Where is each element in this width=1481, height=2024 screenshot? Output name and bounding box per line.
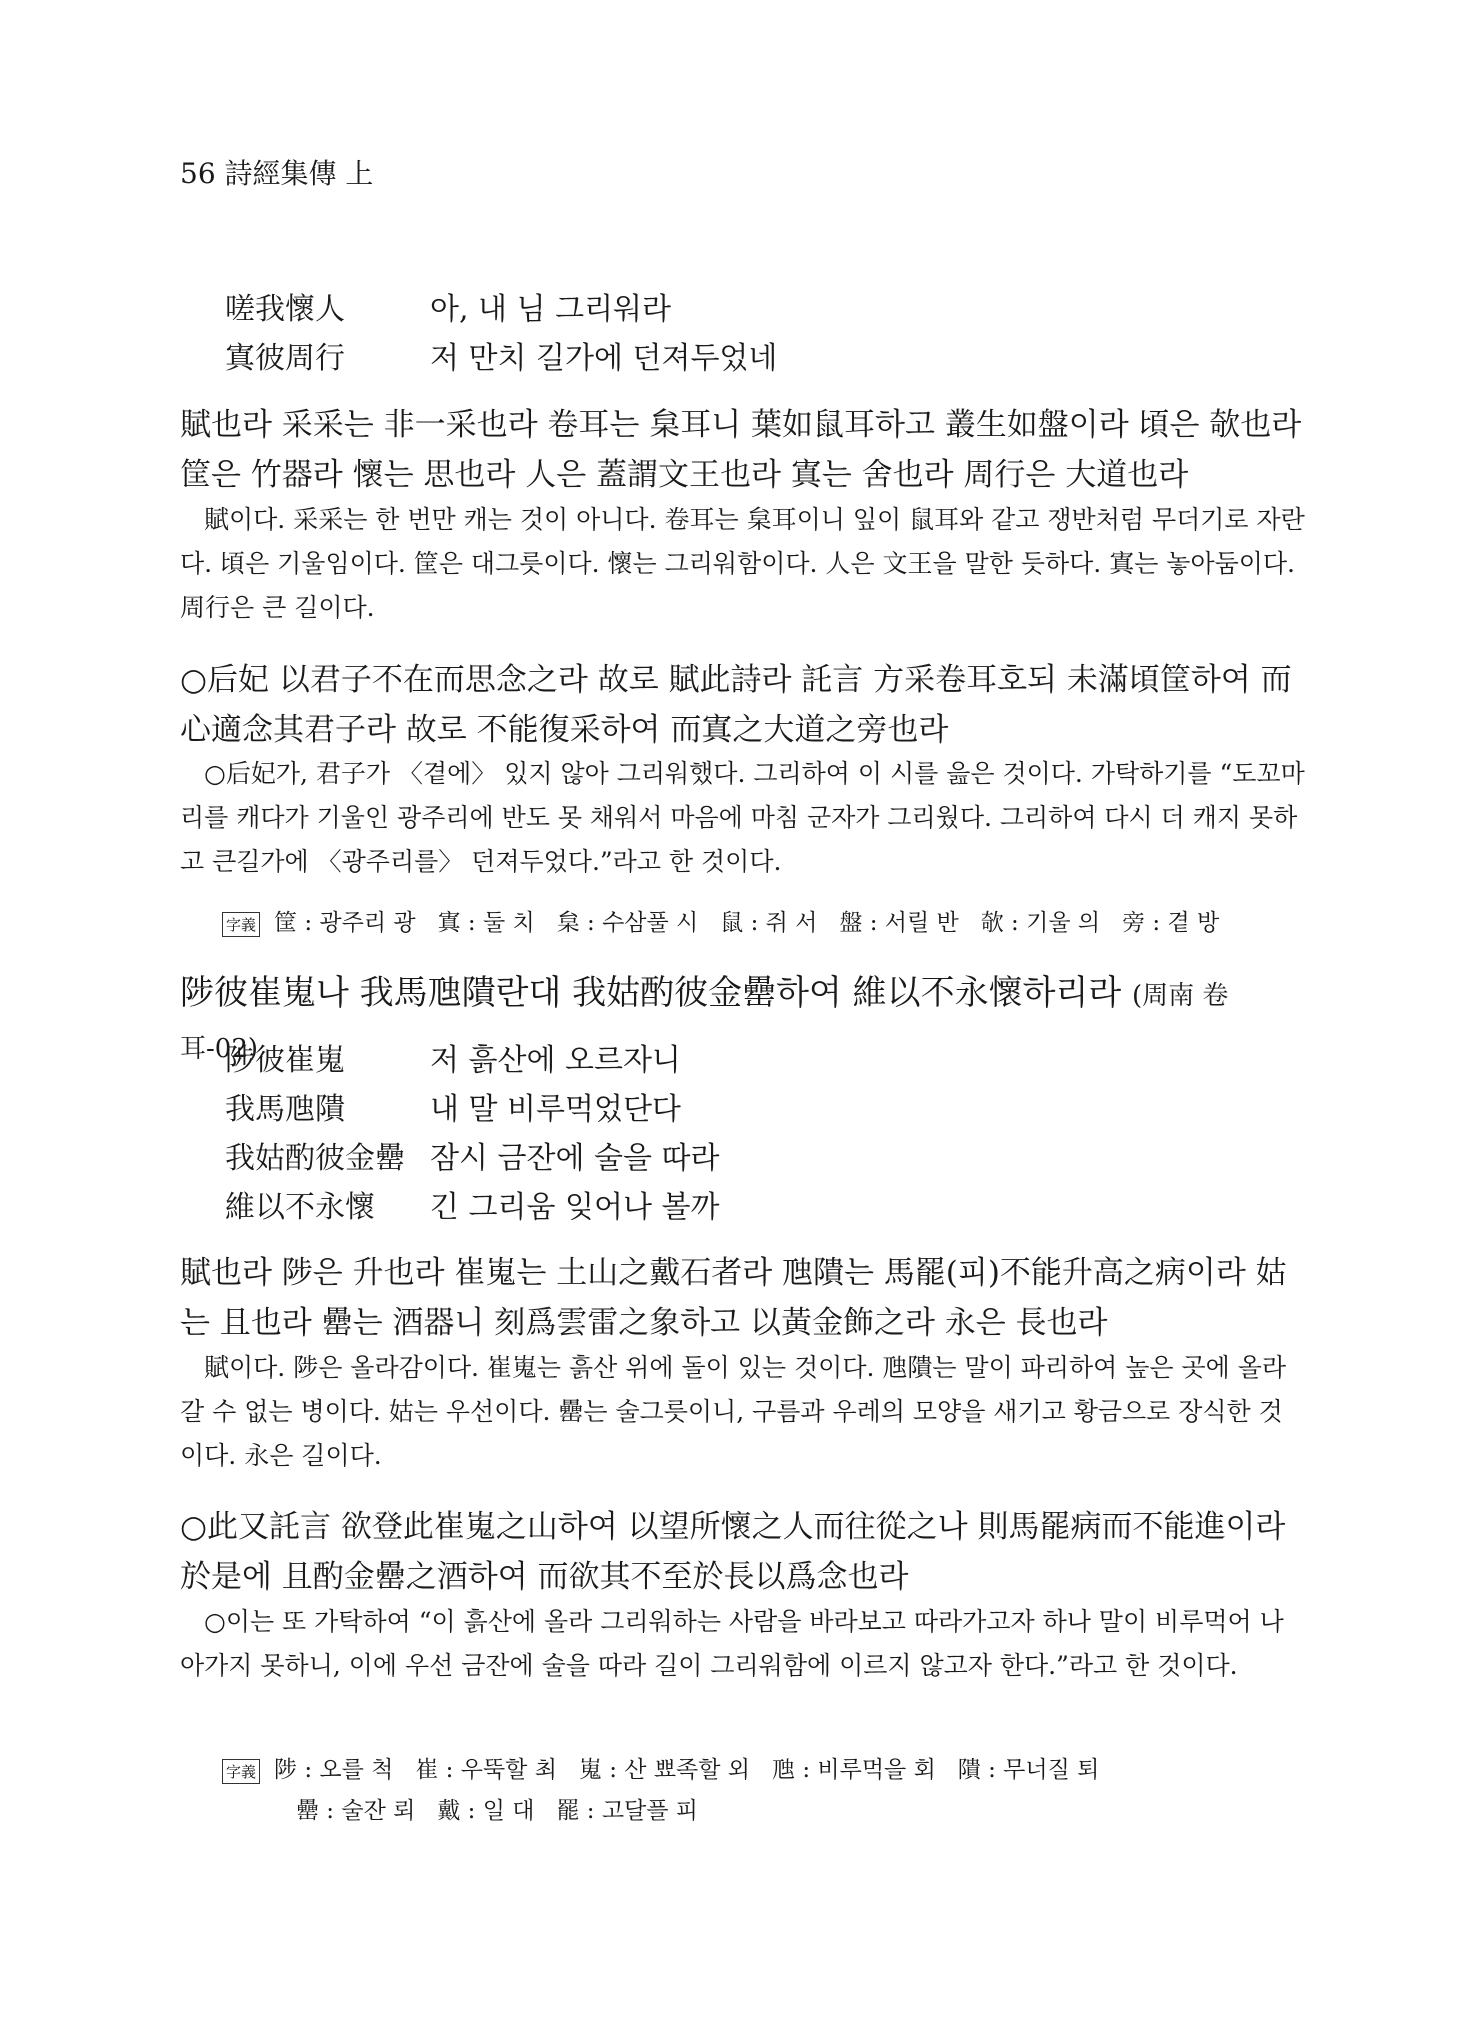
verse-korean: 내 말 비루먹었단다 [430,1092,681,1127]
verse-korean: 잠시 금잔에 술을 따라 [430,1141,720,1176]
verse-pair [225,1084,681,1128]
gloss-entry: 戴 : 일 대 [437,1798,535,1824]
commentary-3: 賦也라 陟은 升也라 崔嵬는 土山之戴石者라 虺隤는 馬罷(피)不能升高之病이라 姑는 且也라 罍는 酒器니 刻爲雲雷之象하고 以黃金飾之라 永은 長也라 [180,1255,1287,1341]
translation-1: 賦이다. 采采는 한 번만 캐는 것이 아니다. 卷耳는 枲耳이니 잎이 鼠耳와 같고 쟁반처럼 무더기로 자란다. 頃은 기울임이다. 筐은 대그릇이다. 懷는 그리워함이다. 人은 文王을 말한 듯하다. 寘는 놓아둠이다. 周行은 큰 길이다. [180,505,1305,622]
verse-chinese: 陟彼崔嵬 [225,1043,345,1078]
commentary-2: ○后妃 以君子不在而思念之라 故로 賦此詩라 託言 方采卷耳호되 未滿頃筐하여 而心適念其君子라 故로 不能復采하여 而寘之大道之旁也라 [180,662,1292,748]
verse-pair [225,284,671,328]
verse-pair [225,1133,719,1177]
verse-pair [225,333,777,377]
verse-korean: 아, 내 님 그리워라 [430,292,672,327]
verse-chinese: 我姑酌彼金罍 [225,1141,405,1176]
gloss-entry: 枲 : 수삼풀 시 [556,910,699,936]
verse-pair [225,1035,681,1079]
translation-3: 賦이다. 陟은 올라감이다. 崔嵬는 흙산 위에 돌이 있는 것이다. 虺隤는 말이 파리하여 높은 곳에 올라갈 수 없는 병이다. 姑는 우선이다. 罍는 술그릇이니, 구름과 우레의 모양을 새기고 황금으로 장식한 것이다. 永은 길이다. [180,1353,1287,1470]
gloss-entry: 鼠 : 쥐 서 [720,910,818,936]
commentary-4: ○此又託言 欲登此崔嵬之山하여 以望所懷之人而往從之나 則馬罷病而不能進이라 於是에 且酌金罍之酒하여 而欲其不至於長以爲念也라 [180,1509,1286,1595]
verse-korean: 저 흙산에 오르자니 [430,1043,681,1078]
gloss-entry: 虺 : 비루먹을 회 [772,1757,936,1783]
gloss-entry: 盤 : 서릴 반 [839,910,959,936]
gloss-entry: 罍 : 술잔 뢰 [296,1798,416,1824]
gloss-entry: 嵬 : 산 뾰족할 외 [578,1757,751,1783]
verse-korean: 긴 그리움 잊어나 볼까 [430,1190,720,1225]
gloss-entry: 隤 : 무너질 퇴 [957,1757,1100,1783]
gloss-1 [222,904,1219,937]
gloss-entry: 罷 : 고달플 피 [556,1798,699,1824]
gloss-2-line-2 [296,1792,698,1825]
gloss-entry: 寘 : 둘 치 [437,910,535,936]
verse-chinese: 嗟我懷人 [225,292,345,327]
verse-text: 陟彼崔嵬나 我馬虺隤란대 我姑酌彼金罍하여 維以不永懷하리라 [180,973,1122,1013]
commentary-1: 賦也라 采采는 非一采也라 卷耳는 枲耳니 葉如鼠耳하고 叢生如盤이라 頃은 欹也라 筐은 竹器라 懷는 思也라 人은 蓋謂文王也라 寘는 舍也라 周行은 大道也라 [180,407,1302,493]
gloss-entry: 陟 : 오를 척 [274,1757,394,1783]
gloss-entry: 旁 : 곁 방 [1122,910,1220,936]
gloss-badge: 字義 [222,912,260,937]
verse-source: (周南 卷耳-02) [180,981,1229,1064]
translation-4: ○이는 또 가탁하여 “이 흙산에 올라 그리워하는 사람을 바라보고 따라가고자 하나 말이 비루먹어 나아가지 못하니, 이에 우선 금잔에 술을 따라 길이 그리워함에 이르지 않고자 한다.”라고 한 것이다. [180,1607,1284,1680]
translation-2: ○后妃가, 君子가 〈곁에〉 있지 않아 그리워했다. 그리하여 이 시를 읊은 것이다. 가탁하기를 “도꼬마리를 캐다가 기울인 광주리에 반도 못 채워서 마음에 마침 군자가 그리웠다. 그리하여 다시 더 캐지 못하고 큰길가에 〈광주리를〉 던져두었다.”라고 한 것이다. [180,759,1305,876]
verse-chinese: 維以不永懷 [225,1190,375,1225]
gloss-2 [222,1751,1099,1784]
page-header: 56 詩經集傳 上 [180,157,374,190]
gloss-badge: 字義 [222,1759,260,1784]
verse-chinese: 我馬虺隤 [225,1092,345,1127]
gloss-entry: 崔 : 우뚝할 최 [415,1757,557,1783]
verse-chinese: 寘彼周行 [225,341,345,376]
verse-korean: 저 만치 길가에 던져두었네 [430,341,778,376]
verse-pair [225,1182,719,1226]
gloss-entry: 欹 : 기울 의 [980,910,1101,936]
gloss-entry: 筐 : 광주리 광 [274,910,416,936]
